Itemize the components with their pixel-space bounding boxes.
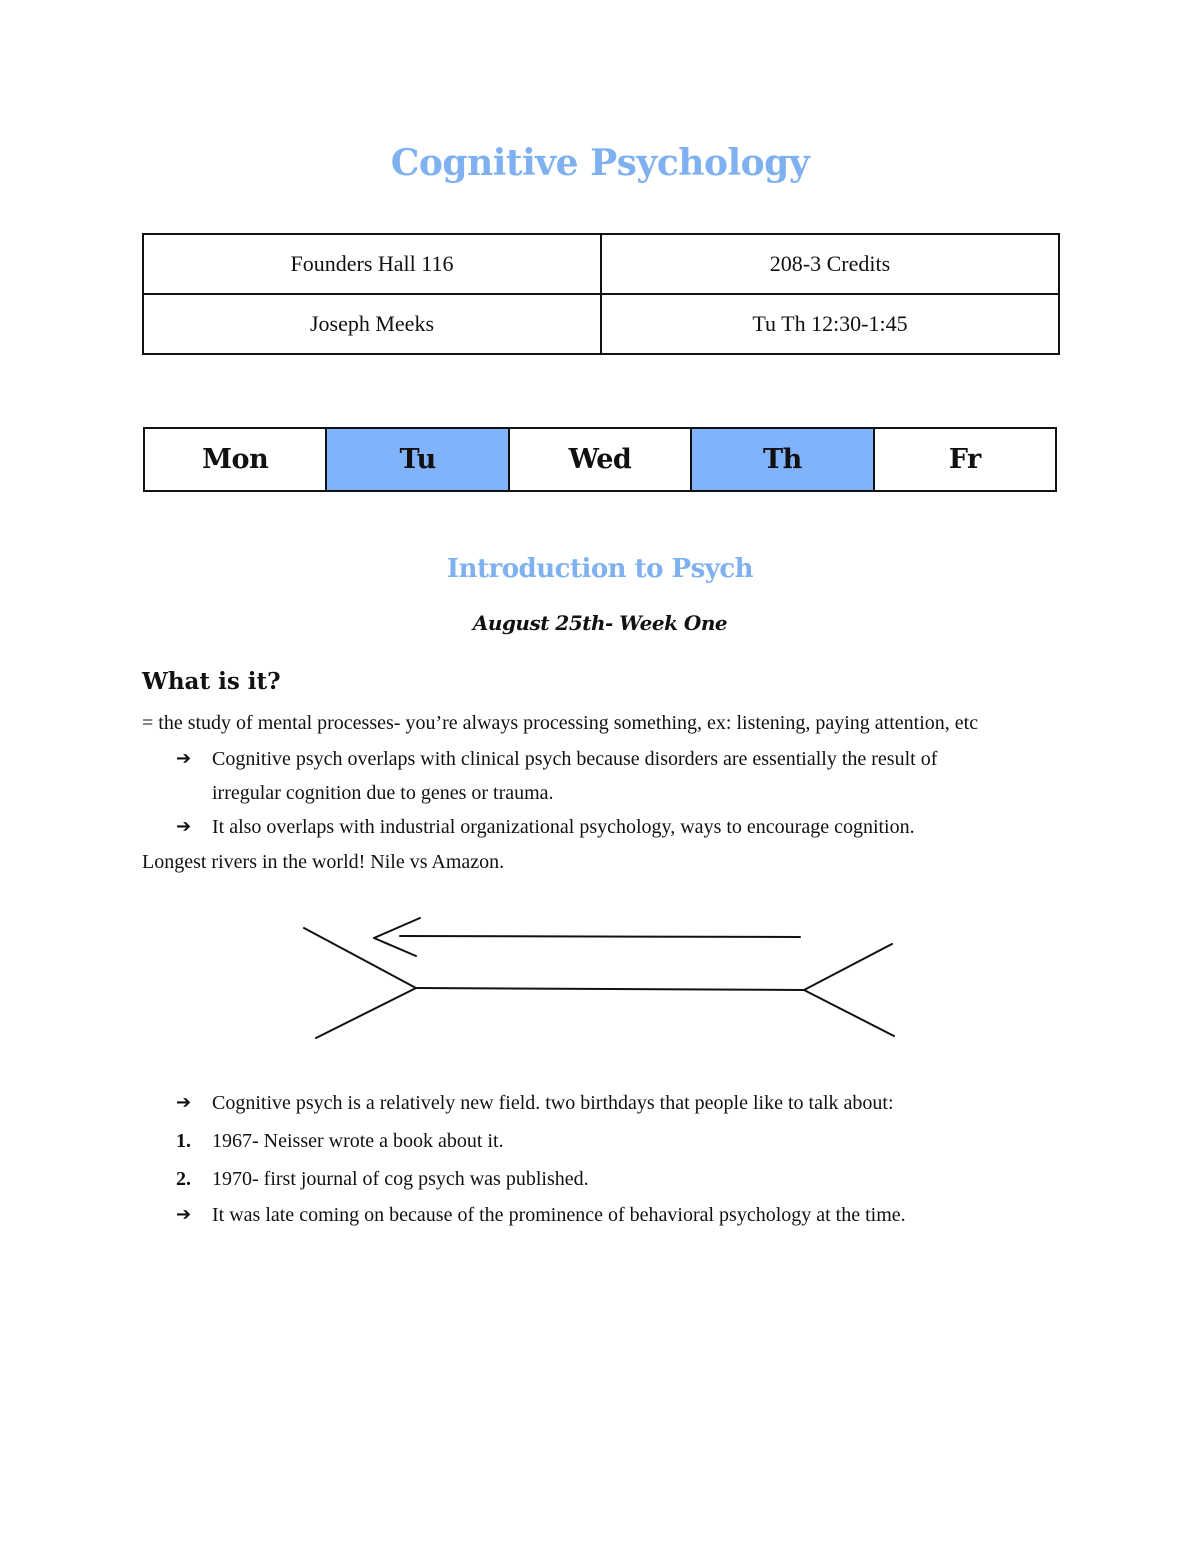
instructor-cell: Joseph Meeks <box>143 294 601 354</box>
list-item: 1967- Neisser wrote a book about it. <box>212 1130 504 1152</box>
arrow-head-top <box>374 918 420 938</box>
arrow-bullet-icon: ➔ <box>176 748 192 769</box>
arrow-bullet-icon: ➔ <box>176 1204 192 1225</box>
location-cell: Founders Hall 116 <box>143 234 601 294</box>
course-info-table <box>142 233 1060 355</box>
section-title: Introduction to Psych <box>446 554 754 584</box>
left-fin-bottom <box>316 988 416 1038</box>
muller-lyer-sketch <box>300 910 910 1050</box>
right-fin-bottom <box>804 990 894 1036</box>
list-number: 1. <box>176 1130 191 1152</box>
bullet-text-cont: irregular cognition due to genes or trauma. <box>212 782 554 804</box>
definition-text: = the study of mental processes- you’re always processing something, ex: listening, paying attention, etc <box>142 712 979 734</box>
bullet-text: It also overlaps with industrial organizational psychology, ways to encourage cognition. <box>212 816 915 838</box>
rivers-text: Longest rivers in the world! Nile vs Amazon. <box>142 851 505 873</box>
bullet-text: Cognitive psych overlaps with clinical psych because disorders are essentially the result of <box>212 748 938 770</box>
main-line <box>416 988 804 990</box>
left-fin-top <box>304 928 416 988</box>
arrow-head-bottom <box>374 938 416 956</box>
day-wed: Wed <box>509 428 691 491</box>
day-th: Th <box>691 428 873 491</box>
schedule-cell: Tu Th 12:30-1:45 <box>601 294 1059 354</box>
section-date: August 25th- Week One <box>472 611 728 635</box>
bullet-text: It was late coming on because of the prominence of behavioral psychology at the time. <box>212 1204 906 1226</box>
day-fr: Fr <box>874 428 1056 491</box>
right-fin-top <box>804 944 892 990</box>
weekday-table <box>143 427 1057 492</box>
bullet-text: Cognitive psych is a relatively new field. two birthdays that people like to talk about: <box>212 1092 894 1114</box>
page-title: Cognitive Psychology <box>390 142 810 184</box>
day-tu: Tu <box>326 428 508 491</box>
credits-cell: 208-3 Credits <box>601 234 1059 294</box>
day-mon: Mon <box>144 428 326 491</box>
arrow-bullet-icon: ➔ <box>176 816 192 837</box>
section-heading: What is it? <box>142 668 281 695</box>
arrow-bullet-icon: ➔ <box>176 1092 192 1113</box>
arrow-shaft <box>400 936 800 937</box>
list-number: 2. <box>176 1168 191 1190</box>
list-item: 1970- first journal of cog psych was published. <box>212 1168 589 1190</box>
